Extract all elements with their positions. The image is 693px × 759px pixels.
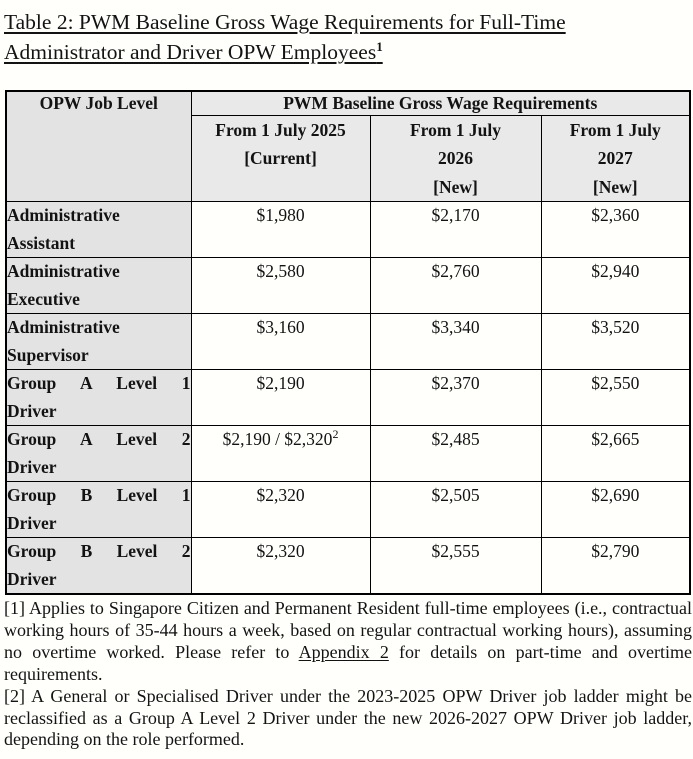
wage-value-cell: $2,505 (370, 482, 541, 538)
job-level-line: Administrative (7, 317, 120, 337)
footnote-1 (4, 598, 692, 686)
job-level-line: Group A Level 1 (7, 373, 191, 393)
job-level-line: Administrative (7, 205, 120, 225)
job-level-line: Executive (7, 288, 80, 309)
table-row-group-b-level-2-driver (6, 538, 690, 595)
job-level-cell (6, 314, 191, 370)
wage-value-cell: $2,485 (370, 426, 541, 482)
job-level-line: Group B Level 1 (7, 485, 191, 505)
wage-value-cell: $2,320 (191, 482, 370, 538)
job-level-line: Administrative (7, 261, 120, 281)
job-level-line: Driver (7, 456, 57, 477)
appendix-2-link[interactable]: Appendix 2 (298, 641, 389, 662)
group-header-cell: PWM Baseline Gross Wage Requirements (191, 91, 690, 115)
job-level-line: Group B Level 2 (7, 541, 191, 561)
job-level-line: Group A Level 2 (7, 429, 191, 449)
column-header-2026-new (370, 115, 541, 202)
column-header-line: From 1 July (569, 119, 661, 140)
wage-value-cell: $3,340 (370, 314, 541, 370)
wage-value-cell: $2,690 (541, 482, 690, 538)
column-header-2025-current (191, 115, 370, 202)
column-header-line: 2026 (438, 148, 473, 168)
footnote-2-marker: 2 (332, 427, 339, 442)
footnote-1-text: [1] Applies to Singapore Citizen and Permanent Resident full-time employees (i.e., contractual working hours of 35-44 hours a week, based on regular contractual working hours), assuming no overtime worked. Please refer to (4, 598, 692, 662)
table-row-administrative-assistant (6, 202, 690, 258)
wage-value-cell: $2,940 (541, 258, 690, 314)
wage-value-cell: $2,360 (541, 202, 690, 258)
job-level-cell (6, 426, 191, 482)
table-row-group-a-level-1-driver (6, 370, 690, 426)
job-level-cell (6, 258, 191, 314)
title-text: Table 2: PWM Baseline Gross Wage Requirements for Full-Time Administrator and Driver OPW Employees (4, 10, 566, 64)
wage-value-cell: $3,520 (541, 314, 690, 370)
footnote-1-text-after: for details on part-time and overtime requirements. (4, 641, 692, 684)
footnote-1-marker: 1 (376, 38, 383, 54)
column-header-line: [New] (592, 176, 638, 197)
column-header-line: [New] (433, 176, 478, 197)
table-row-group-a-level-2-driver (6, 426, 690, 482)
job-level-line: Driver (7, 512, 57, 533)
wage-value-cell: $2,760 (370, 258, 541, 314)
wage-value-cell (191, 426, 370, 482)
table-row-administrative-supervisor (6, 314, 690, 370)
wage-value-cell: $3,160 (191, 314, 370, 370)
table-row-group-b-level-1-driver (6, 482, 690, 538)
table-row-administrative-executive (6, 258, 690, 314)
wage-value-cell: $2,550 (541, 370, 690, 426)
wage-value-cell: $2,580 (191, 258, 370, 314)
column-header-line: [Current] (244, 148, 317, 168)
job-level-line: Driver (7, 400, 57, 421)
header-row-group (6, 91, 690, 115)
column-header-line: 2027 (597, 148, 633, 168)
wage-value-cell: $2,665 (541, 426, 690, 482)
job-level-line: Supervisor (7, 344, 89, 365)
footnotes-section (4, 598, 692, 751)
wage-value-cell: $2,555 (370, 538, 541, 595)
wage-value-cell: $2,370 (370, 370, 541, 426)
table-title (4, 7, 652, 67)
wage-table (5, 90, 691, 595)
wage-value-cell: $2,320 (191, 538, 370, 595)
wage-value-cell: $2,170 (370, 202, 541, 258)
column-header-line: From 1 July 2025 (215, 119, 346, 140)
wage-value-cell: $2,190 (191, 370, 370, 426)
column-header-line: From 1 July (409, 119, 502, 140)
corner-header-cell: OPW Job Level (6, 91, 191, 202)
job-level-cell (6, 482, 191, 538)
table-title-underline (4, 10, 566, 64)
column-header-2027-new (541, 115, 690, 202)
job-level-line: Driver (7, 568, 57, 589)
job-level-cell (6, 370, 191, 426)
footnote-2: [2] A General or Specialised Driver under the 2023-2025 OPW Driver job ladder might be reclassified as a Group A Level 2 Driver under the new 2026-2027 OPW Driver job ladder, depending on the role performed. (4, 685, 692, 750)
wage-value-cell: $2,790 (541, 538, 690, 595)
job-level-cell (6, 202, 191, 258)
wage-value: $2,190 / $2,320 (222, 429, 333, 449)
job-level-line: Assistant (7, 232, 76, 253)
job-level-cell (6, 538, 191, 595)
wage-value-cell: $1,980 (191, 202, 370, 258)
